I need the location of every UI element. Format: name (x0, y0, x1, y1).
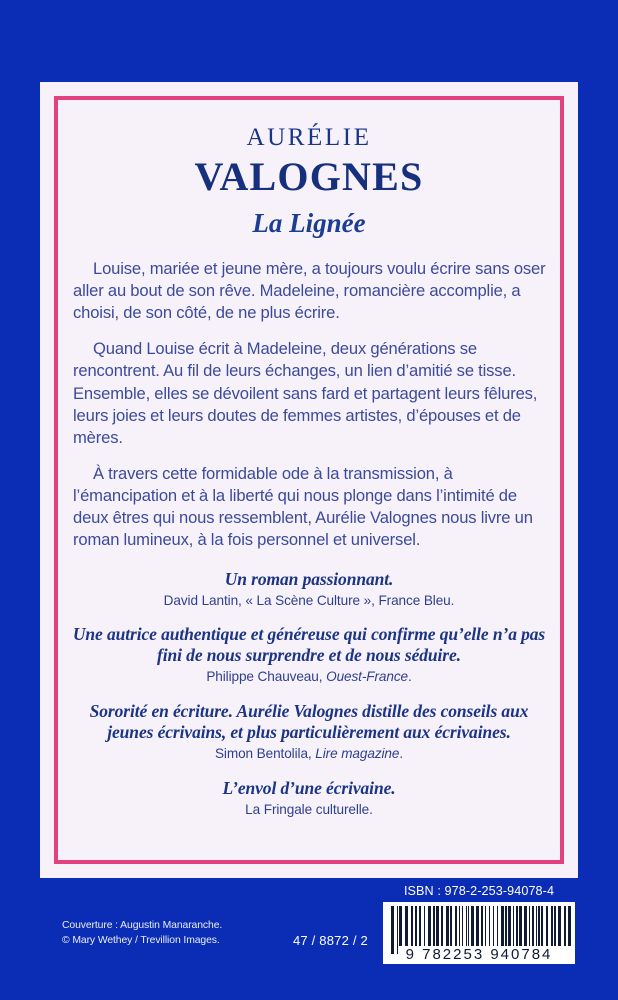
synopsis-paragraph: Quand Louise écrit à Madeleine, deux générations se rencontrent. Au fil de leurs échanges, un lien d’amitié se tisse. Ensemble, elles se dévoilent sans fard et partagent leurs fêlures, leurs joies et leurs doutes de femmes artistes, d’épouses et de mères. (73, 339, 538, 447)
press-quote-text: L’envol d’une écrivaine. (222, 777, 396, 798)
press-quote-text: Sororité en écriture. Aurélie Valognes distille des conseils aux jeunes écrivains, et plus particulièrement aux écrivaines. (89, 700, 529, 742)
ean13-barcode (383, 902, 575, 964)
content-panel (40, 82, 578, 878)
press-quote-source (68, 592, 550, 610)
press-quote-source-suffix: . (408, 669, 412, 685)
barcode-block (383, 884, 575, 964)
synopsis-paragraph: Louise, mariée et jeune mère, a toujours voulu écrire sans oser aller au bout de son rêve. Madeleine, romancière accomplie, a choisi, de son côté, de ne plus écrire. (73, 258, 546, 323)
cover-credit-line-2: © Mary Wethey / Trevillion Images. (62, 934, 220, 946)
title-block (66, 108, 552, 239)
barcode-digits: 9 782253 940784 (405, 946, 553, 963)
press-quotes-block (66, 569, 552, 819)
cover-credit-line-1: Couverture : Augustin Manaranche. (62, 920, 223, 931)
press-quote (68, 701, 550, 763)
press-quote-source-prefix: Simon Bentolila, (214, 745, 316, 761)
press-quote-text: Un roman passionnant. (224, 568, 394, 589)
press-quote-source-prefix: La Fringale culturelle. (245, 801, 373, 817)
press-quote-source (68, 668, 550, 686)
press-quote-source (68, 745, 550, 763)
press-quote-source-publication: Ouest-France (326, 669, 408, 685)
reference-code: 47 / 8872 / 2 (293, 933, 368, 948)
press-quote (68, 569, 550, 610)
footer-strip (0, 878, 618, 1000)
author-last-name: VALOGNES (194, 153, 424, 199)
book-title: La Lignée (252, 207, 366, 238)
panel-content (66, 108, 552, 852)
isbn-label: ISBN : 978-2-253-94078-4 (403, 884, 555, 898)
synopsis-paragraph: À travers cette formidable ode à la transmission, à l’émancipation et à la liberté qui nous plonge dans l’intimité de deux êtres qui nous ressemblent, Aurélie Valognes nous livre un roman lumineux, à la fois personnel et universel. (73, 464, 533, 550)
press-quote-source-suffix: . (399, 745, 404, 761)
press-quote-source-publication: Lire magazine (315, 745, 400, 761)
press-quote-text: Une autrice authentique et généreuse qui confirme qu’elle n’a pas fini de nous surprendre et de nous séduire. (72, 624, 546, 666)
press-quote-source-prefix: Philippe Chauveau, (206, 669, 327, 685)
press-quote-source (68, 801, 550, 819)
synopsis-block (66, 258, 552, 552)
author-first-name: AURÉLIE (246, 124, 372, 151)
cover-credits (62, 919, 222, 949)
press-quote-source-prefix: David Lantin, « La Scène Culture », France Bleu. (163, 592, 455, 608)
press-quote (68, 778, 550, 819)
press-quote (68, 624, 550, 686)
barcode-bars (389, 906, 569, 946)
